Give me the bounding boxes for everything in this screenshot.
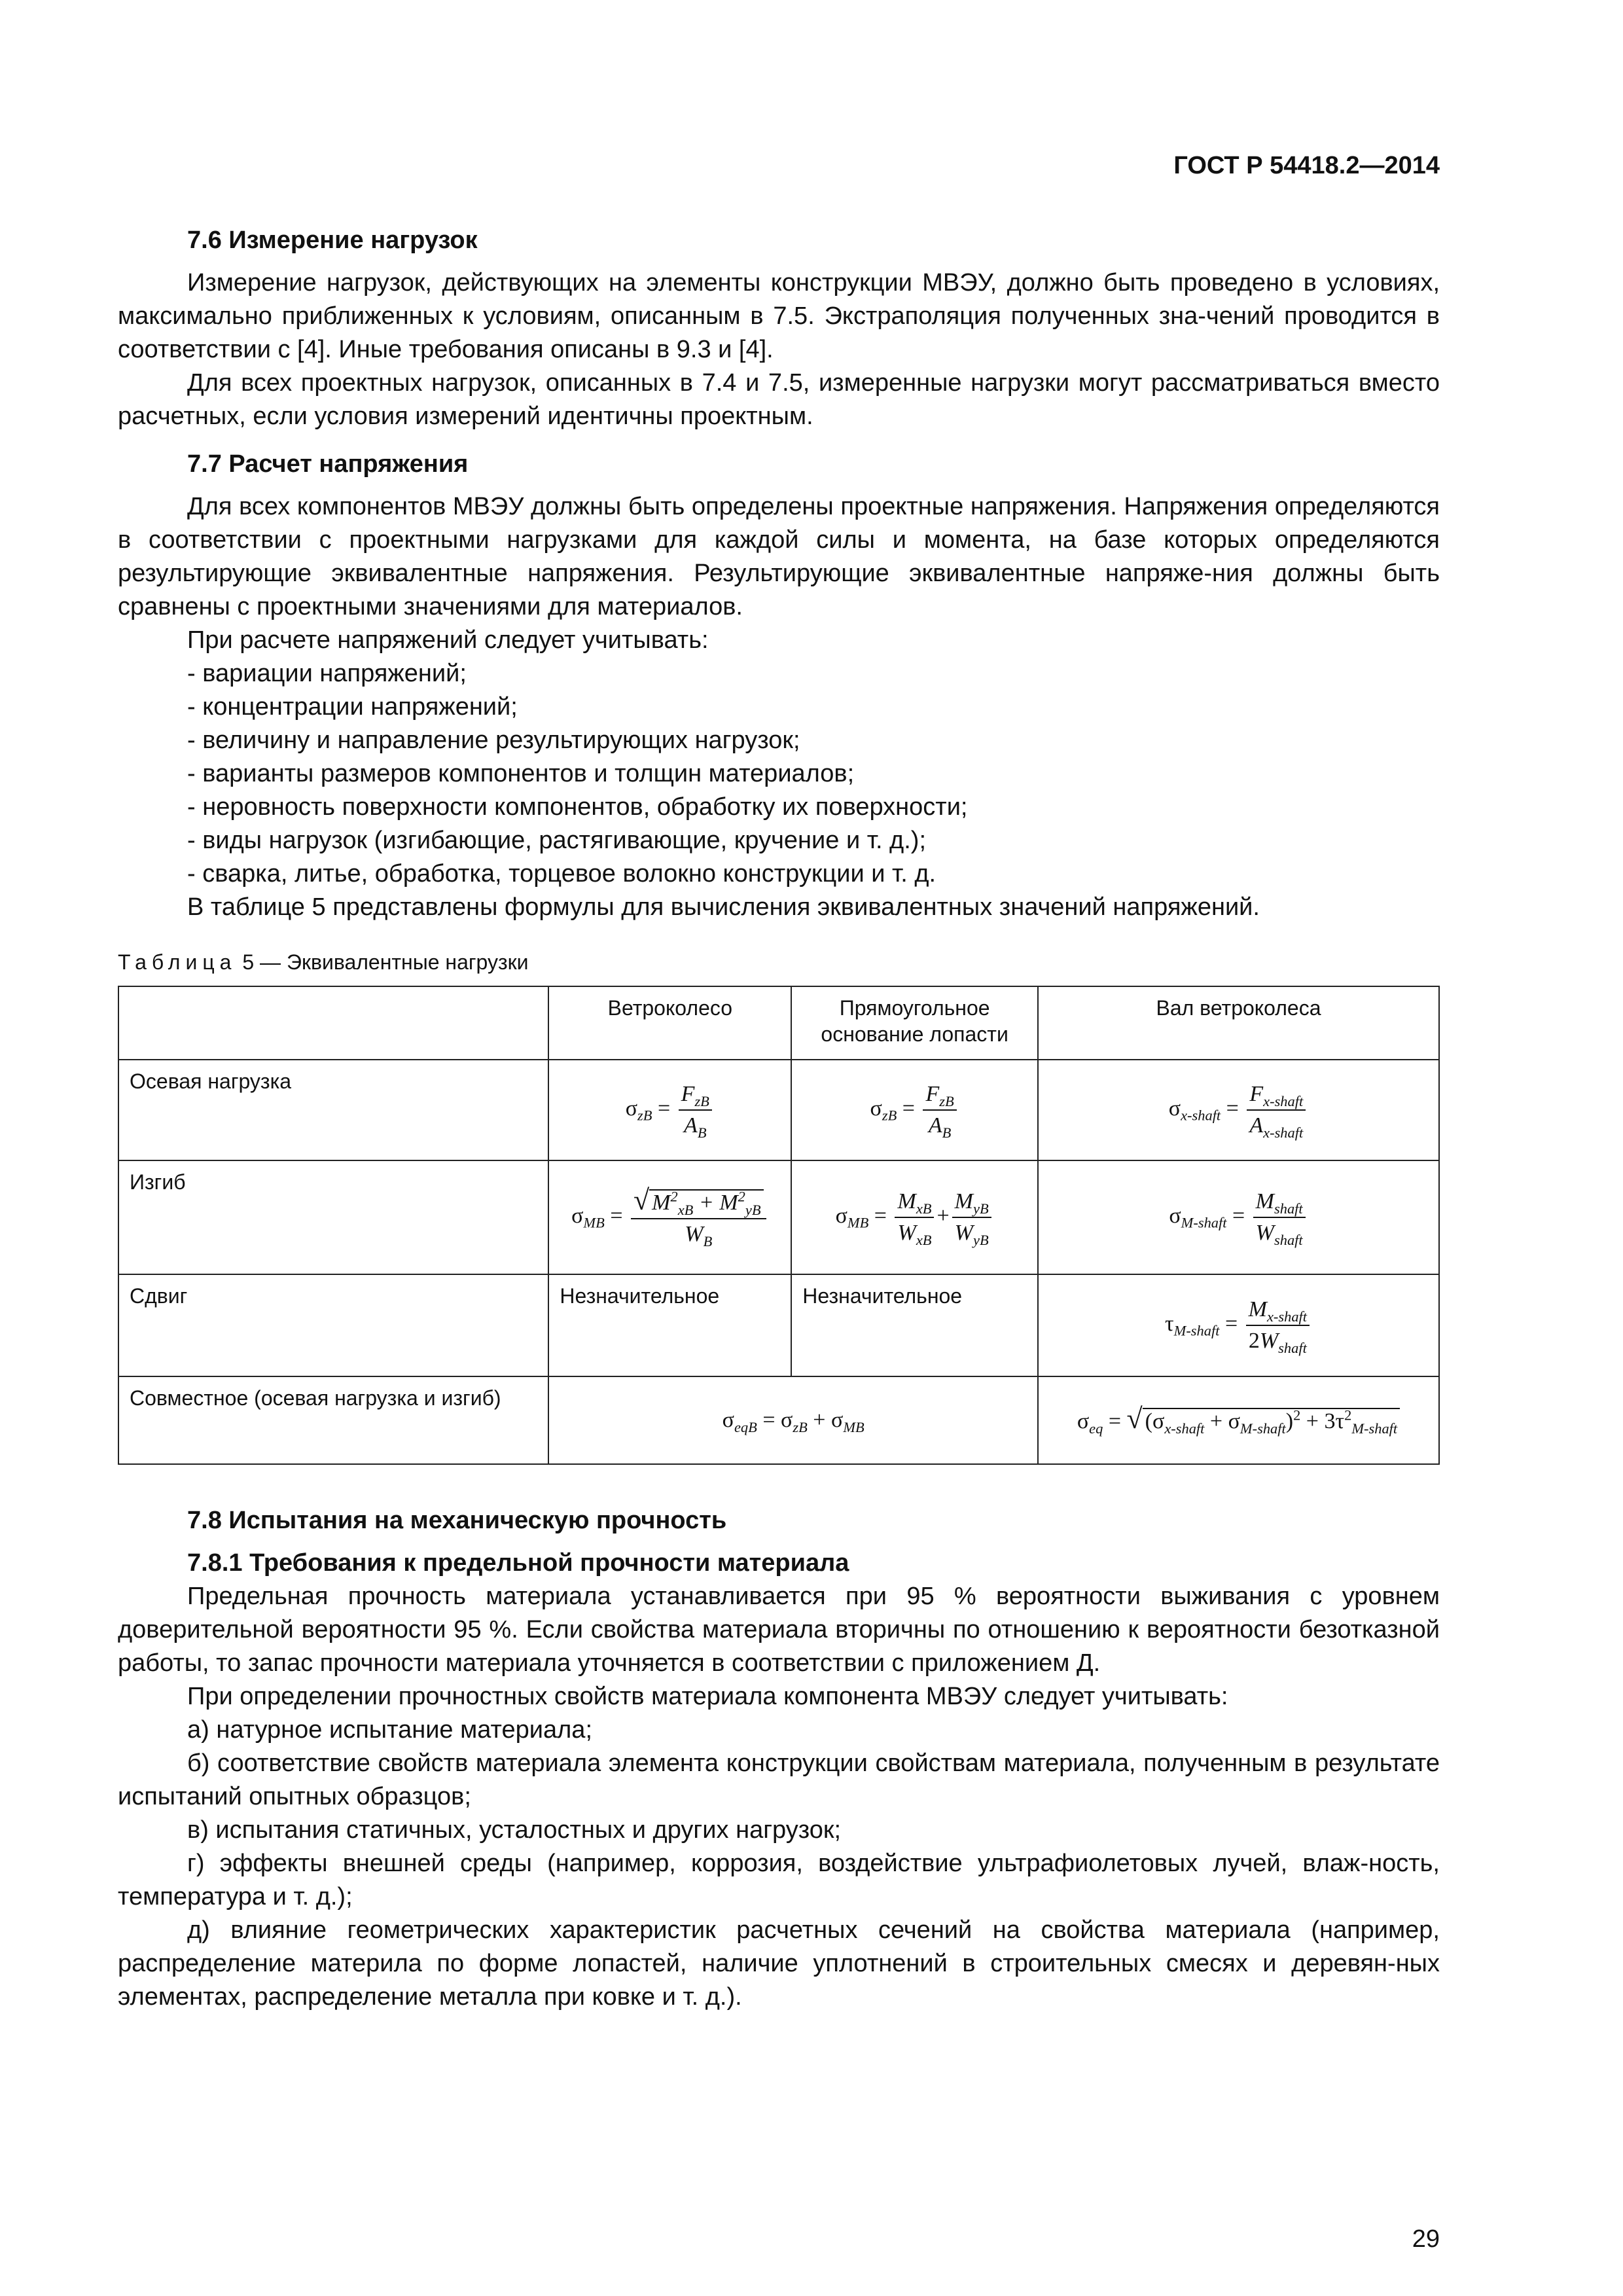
table-row: [118, 1060, 1439, 1160]
table-header-row: [118, 986, 1439, 1060]
shear-blade-root-value: Незначительное: [791, 1274, 1038, 1376]
section-7-6: [118, 224, 1440, 433]
row-label: Сдвиг: [118, 1274, 548, 1376]
list-item: - варианты размеров компонентов и толщин материалов;: [187, 760, 855, 787]
paragraph: При расчете напряжений следует учитывать:: [187, 626, 709, 654]
list-item: - неровность поверхности компонентов, обработку их поверхности;: [187, 793, 968, 821]
section-title: 7.8 Испытания на механическую прочность: [187, 1507, 727, 1534]
page-number: 29: [1412, 2225, 1440, 2253]
list-item: - сварка, литье, обработка, торцевое волокно конструкции и т. д.: [187, 860, 936, 888]
paragraph: При определении прочностных свойств материала компонента МВЭУ следует учитывать:: [187, 1683, 1228, 1710]
paragraph: Предельная прочность материала устанавливается при 95 % вероятности выживания с уровнем доверительной вероятности 95 %. Если свойства материала вторичны по отношению к вероятности безотказной работы, то запас прочности материала уточняется в соответствии с приложением Д.: [118, 1583, 1440, 1677]
table-header-cell: [118, 986, 548, 1060]
table-header-cell: Вал ветроколеса: [1038, 986, 1439, 1060]
table-row: [118, 1274, 1439, 1376]
shear-rotor-value: Незначительное: [548, 1274, 791, 1376]
equivalent-loads-table: [118, 986, 1440, 1465]
table-header-cell: Ветроколесо: [548, 986, 791, 1060]
document-page: [118, 0, 1440, 2296]
formula-bending-rotor: $\sigma_{MB}$ = $\frac{√ M^2_{xB} + M^2_{yB}}{W_B}$: [548, 1160, 791, 1274]
table-row: [118, 1376, 1439, 1464]
row-label: Изгиб: [118, 1160, 548, 1274]
formula-bending-shaft: $\sigma_{M-shaft}$ = $\frac{M_{shaft}}{W_{shaft}}$: [1038, 1160, 1439, 1274]
paragraph: В таблице 5 представлены формулы для вычисления эквивалентных значений напряжений.: [187, 893, 1260, 921]
list-item: - концентрации напряжений;: [187, 693, 518, 721]
formula-combined-rotor: $\sigma_{eqB} = \sigma_{zB} + \sigma_{MB}$: [548, 1376, 1038, 1464]
table-caption: [118, 949, 1440, 975]
table-caption-word: Таблица: [118, 950, 237, 974]
subsection-title: 7.8.1 Требования к предельной прочности материала: [187, 1549, 849, 1577]
section-title: 7.7 Расчет напряжения: [187, 450, 469, 478]
list-item: г) эффекты внешней среды (например, коррозия, воздействие ультрафиолетовых лучей, влаж-ность, температура и т. д.);: [118, 1850, 1440, 1910]
list-item: в) испытания статичных, усталостных и других нагрузок;: [187, 1816, 842, 1844]
page-content: [118, 224, 1440, 2028]
list-item: б) соответствие свойств материала элемента конструкции свойствам материала, полученным в результате испытаний опытных образцов;: [118, 1749, 1440, 1810]
spacer: [118, 1465, 1440, 1504]
table-header-cell: Прямоугольное основание лопасти: [791, 986, 1038, 1060]
list-item: - вариации напряжений;: [187, 660, 467, 687]
formula-shear-shaft: $\tau_{M-shaft}$ = $\frac{M_{x-shaft}}{2W_{shaft}}$: [1038, 1274, 1439, 1376]
formula-combined-shaft: $\sigma_{eq}$ = √ $(\sigma_{x-shaft} + \sigma_{M-shaft})^2 + 3\tau^2_{M-shaft}$: [1038, 1376, 1439, 1464]
table-caption-text: 5 — Эквивалентные нагрузки: [242, 950, 529, 974]
list-item: - виды нагрузок (изгибающие, растягивающие, кручение и т. д.);: [187, 827, 926, 854]
section-title: 7.6 Измерение нагрузок: [187, 226, 478, 254]
table-row: [118, 1160, 1439, 1274]
list-item: - величину и направление результирующих нагрузок;: [187, 726, 800, 754]
section-7-7: [118, 448, 1440, 924]
formula-axial-blade-root: $\sigma_{zB}$ = $\frac{F_{zB}}{A_B}$: [791, 1060, 1038, 1160]
paragraph: Для всех компонентов МВЭУ должны быть определены проектные напряжения. Напряжения определяются в соответствии с проектными нагрузками для каждой силы и момента, на базе которых определяются результирующие эквивалентные напряжения. Результирующие эквивалентные напряже-ния должны быть сравнены с проектными значениями для материалов.: [118, 493, 1440, 620]
formula-axial-shaft: $\sigma_{x-shaft}$ = $\frac{F_{x-shaft}}{A_{x-shaft}}$: [1038, 1060, 1439, 1160]
row-label: Осевая нагрузка: [118, 1060, 548, 1160]
section-7-8: [118, 1504, 1440, 2014]
list-item: д) влияние геометрических характеристик расчетных сечений на свойства материала (например, распределение материла по форме лопастей, наличие уплотнений в строительных смесях и деревян-ных элементах, распределение металла при ковке и т. д.).: [118, 1916, 1440, 2011]
paragraph: Измерение нагрузок, действующих на элементы конструкции МВЭУ, должно быть проведено в условиях, максимально приближенных к условиям, описанным в 7.5. Экстраполяция полученных зна-чений проводится в соответствии с [4]. Иные требования описаны в 9.3 и [4].: [118, 269, 1440, 363]
document-code: ГОСТ Р 54418.2—2014: [1173, 152, 1440, 179]
list-item: а) натурное испытание материала;: [187, 1716, 593, 1744]
formula-bending-blade-root: $\sigma_{MB}$ = $\frac{M_{xB}}{W_{xB}}$ + $\frac{M_{yB}}{W_{yB}}$: [791, 1160, 1038, 1274]
row-label: Совместное (осевая нагрузка и изгиб): [118, 1376, 548, 1464]
paragraph: Для всех проектных нагрузок, описанных в 7.4 и 7.5, измеренные нагрузки могут рассматриваться вместо расчетных, если условия измерений идентичны проектным.: [118, 369, 1440, 430]
formula-axial-rotor: $\sigma_{zB}$ = $\frac{F_{zB}}{A_B}$: [548, 1060, 791, 1160]
